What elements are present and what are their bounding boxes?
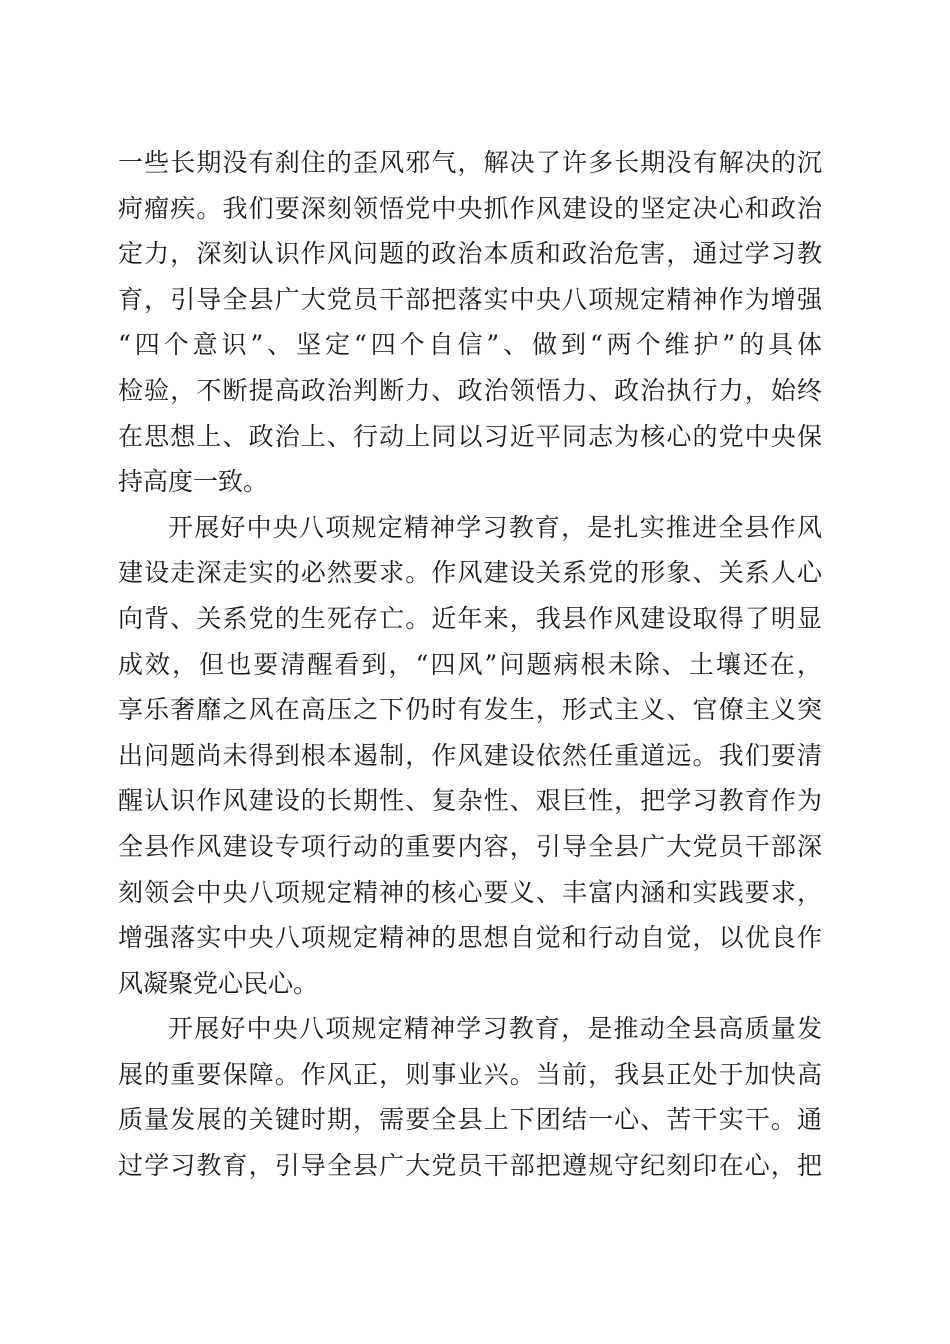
- text-line: 风凝聚党心民心。: [118, 968, 319, 998]
- text-line: 育，引导全县广大党员干部把落实中央八项规定精神作为增强: [118, 284, 822, 314]
- text-line: 出问题尚未得到根本遏制，作风建设依然任重道远。我们要清: [118, 740, 822, 770]
- text-line: 定力，深刻认识作风问题的政治本质和政治危害，通过学习教: [118, 239, 822, 269]
- text-line: 展的重要保障。作风正，则事业兴。当前，我县正处于加快高: [118, 1059, 822, 1089]
- text-line: 醒认识作风建设的长期性、复杂性、艰巨性，把学习教育作为: [118, 786, 822, 816]
- text-line: 过学习教育，引导全县广大党员干部把遵规守纪刻印在心，把: [118, 1151, 822, 1181]
- text-line: 质量发展的关键时期，需要全县上下团结一心、苦干实干。通: [118, 1105, 822, 1135]
- text-line: 全县作风建设专项行动的重要内容，引导全县广大党员干部深: [118, 831, 822, 861]
- text-line: 检验，不断提高政治判断力、政治领悟力、政治执行力，始终: [118, 375, 822, 405]
- text-line: 成效，但也要清醒看到，“四风”问题病根未除、土壤还在，: [118, 649, 822, 679]
- paragraph-first-line: 开展好中央八项规定精神学习教育，是推动全县高质量发: [168, 1014, 822, 1044]
- text-line: 增强落实中央八项规定精神的思想自觉和行动自觉，以优良作: [118, 923, 822, 953]
- text-line: 持高度一致。: [118, 467, 269, 497]
- text-line: 疴瘤疾。我们要深刻领悟党中央抓作风建设的坚定决心和政治: [118, 193, 822, 223]
- text-line: 向背、关系党的生死存亡。近年来，我县作风建设取得了明显: [118, 603, 822, 633]
- text-line: 一些长期没有刹住的歪风邪气，解决了许多长期没有解决的沉: [118, 148, 822, 177]
- text-line: 在思想上、政治上、行动上同以习近平同志为核心的党中央保: [118, 421, 822, 451]
- document-body: [118, 140, 822, 1189]
- text-line: “四个意识”、坚定“四个自信”、做到“两个维护”的具体: [118, 330, 822, 360]
- text-line: 刻领会中央八项规定精神的核心要义、丰富内涵和实践要求，: [118, 877, 822, 907]
- paragraph-first-line: 开展好中央八项规定精神学习教育，是扎实推进全县作风: [168, 512, 822, 542]
- text-line: 享乐奢靡之风在高压之下仍时有发生，形式主义、官僚主义突: [118, 695, 822, 725]
- text-line: 建设走深走实的必然要求。作风建设关系党的形象、关系人心: [118, 558, 822, 588]
